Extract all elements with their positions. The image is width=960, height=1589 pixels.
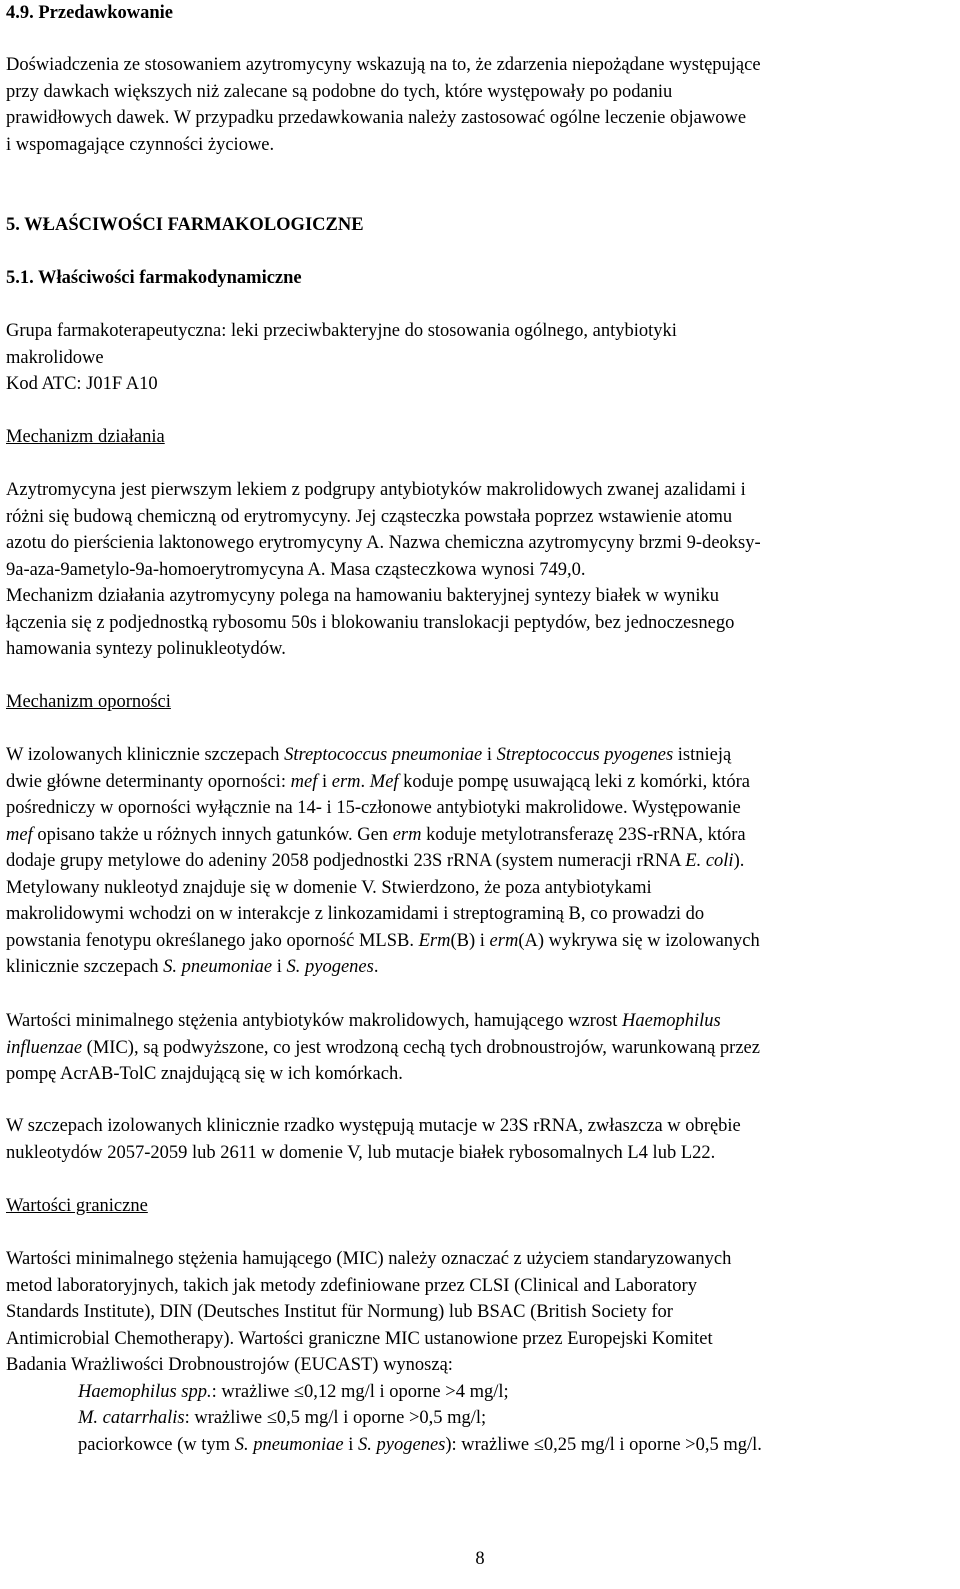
text-line: i wspomagające czynności życiowe. [6, 134, 275, 155]
breakpoints-heading: Wartości graniczne [6, 1196, 148, 1216]
breakpoint-item: M. catarrhalis: wrażliwe ≤0,5 mg/l i oporne >0,5 mg/l; [78, 1408, 487, 1428]
text-line: W szczepach izolowanych klinicznie rzadko występują mutacje w 23S rRNA, zwłaszcza w obrębie [6, 1116, 741, 1136]
section-5-title: 5. WŁAŚCIWOŚCI FARMAKOLOGICZNE [6, 215, 364, 235]
text-line: makrolidowe [6, 347, 104, 368]
section-5-1-title: 5.1. Właściwości farmakodynamiczne [6, 268, 302, 288]
rare-mutations-paragraph [6, 1113, 741, 1166]
text-line: dwie główne determinanty oporności: mef i erm. Mef koduje pompę usuwającą leki z komórki, która [6, 771, 750, 792]
text-line: Azytromycyna jest pierwszym lekiem z podgrupy antybiotyków makrolidowych zwanej azalidami i [6, 480, 746, 500]
mechanism-paragraph [6, 477, 761, 663]
breakpoint-item: paciorkowce (w tym S. pneumoniae i S. pyogenes): wrażliwe ≤0,25 mg/l i oporne >0,5 mg/l. [78, 1434, 762, 1455]
text-line: 9a-aza-9ametylo-9a-homoerytromycyna A. Masa cząsteczkowa wynosi 749,0. [6, 559, 586, 580]
text-line: nukleotydów 2057-2059 lub 2611 w domenie V, lub mutacje białek rybosomalnych L4 lub L22. [6, 1142, 716, 1163]
text-line: hamowania syntezy polinukleotydów. [6, 639, 286, 659]
text-line: Grupa farmakoterapeutyczna: leki przeciwbakteryjne do stosowania ogólnego, antybiotyki [6, 321, 677, 341]
text-line: różni się budową chemiczną od erytromycyny. Jej cząsteczka powstała poprzez wstawienie atomu [6, 506, 733, 527]
text-line: klinicznie szczepach S. pneumoniae i S. pyogenes. [6, 957, 379, 977]
text-line: Wartości minimalnego stężenia hamującego (MIC) należy oznaczać z użyciem standaryzowanych [6, 1249, 732, 1269]
text-line: mef opisano także u różnych innych gatunków. Gen erm koduje metylotransferazę 23S-rRNA, która [6, 824, 746, 845]
text-line: pośredniczy w oporności wyłącznie na 14- i 15-członowe antybiotyki makrolidowe. Występowanie [6, 798, 741, 818]
breakpoints-paragraph [6, 1246, 762, 1458]
resistance-paragraph [6, 742, 760, 981]
text-line: Wartości minimalnego stężenia antybiotyków makrolidowych, hamującego wzrost Haemophilus [6, 1011, 721, 1031]
text-line: makrolidowymi wchodzi on w interakcje z linkozamidami i streptograminą B, co prowadzi do [6, 904, 705, 924]
text-line: Doświadczenia ze stosowaniem azytromycyny wskazują na to, że zdarzenia niepożądane występujące [6, 55, 761, 75]
text-line: pompę AcrAB-TolC znajdującą się w ich komórkach. [6, 1064, 403, 1084]
text-line: Antimicrobial Chemotherapy). Wartości graniczne MIC ustanowione przez Europejski Komitet [6, 1328, 713, 1349]
text-line: metod laboratoryjnych, takich jak metody zdefiniowane przez CLSI (Clinical and Laboratory [6, 1275, 697, 1296]
text-line: Badania Wrażliwości Drobnoustrojów (EUCAST) wynoszą: [6, 1355, 453, 1375]
mic-paragraph [6, 1008, 760, 1088]
text-line: łączenia się z podjednostką rybosomu 50s i blokowaniu translokacji peptydów, bez jednoczesnego [6, 612, 735, 633]
text-line: przy dawkach większych niż zalecane są podobne do tych, które występowały po podaniu [6, 81, 673, 102]
overdose-paragraph [6, 52, 761, 158]
text-line: W izolowanych klinicznie szczepach Streptococcus pneumoniae i Streptococcus pyogenes istnieją [6, 745, 732, 765]
breakpoint-item: Haemophilus spp.: wrażliwe ≤0,12 mg/l i oporne >4 mg/l; [78, 1381, 509, 1402]
text-line: prawidłowych dawek. W przypadku przedawkowania należy zastosować ogólne leczenie objawowe [6, 108, 747, 128]
text-line: Metylowany nukleotyd znajduje się w domenie V. Stwierdzono, że poza antybiotykami [6, 877, 652, 898]
page-number: 8 [475, 1549, 485, 1569]
atc-code: Kod ATC: J01F A10 [6, 374, 158, 394]
text-line: Standards Institute), DIN (Deutsches Institut für Normung) lub BSAC (British Society for [6, 1302, 673, 1322]
mechanism-heading: Mechanizm działania [6, 427, 165, 447]
text-line: powstania fenotypu określanego jako oporność MLSB. Erm(B) i erm(A) wykrywa się w izolowanych [6, 930, 760, 951]
text-line: influenzae (MIC), są podwyższone, co jest wrodzoną cechą tych drobnoustrojów, warunkowaną przez [6, 1037, 760, 1058]
pharmacotherapeutic-group [6, 318, 677, 398]
section-4-9-title: 4.9. Przedawkowanie [6, 3, 173, 23]
text-line: dodaje grupy metylowe do adeniny 2058 podjednostki 23S rRNA (system numeracji rRNA E. coli). [6, 851, 745, 871]
text-line: azotu do pierścienia laktonowego erytromycyny A. Nazwa chemiczna azytromycyny brzmi 9-deoksy- [6, 533, 761, 553]
resistance-heading: Mechanizm oporności [6, 692, 171, 712]
text-line: Mechanizm działania azytromycyny polega na hamowaniu bakteryjnej syntezy białek w wyniku [6, 586, 720, 606]
